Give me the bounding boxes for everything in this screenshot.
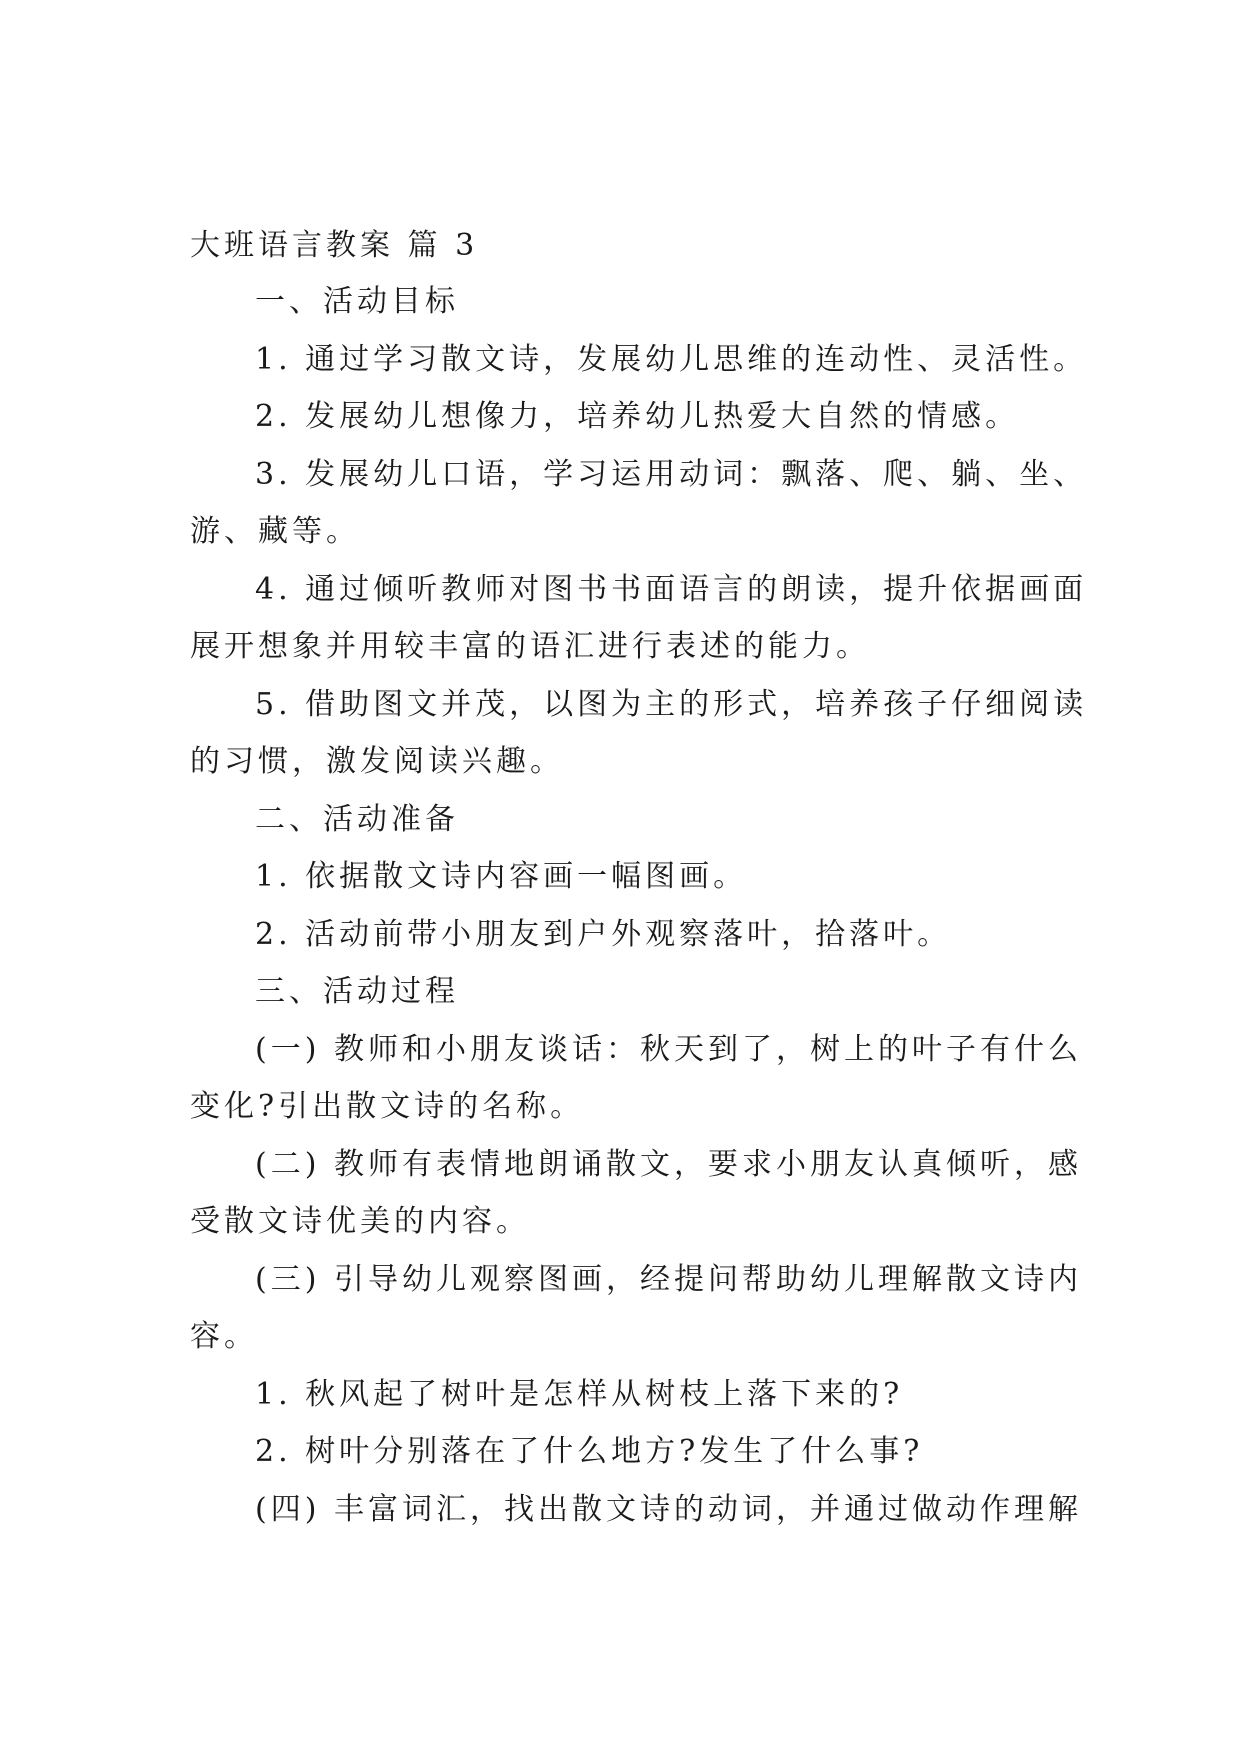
paragraph-line: 的习惯，激发阅读兴趣。 xyxy=(190,744,564,779)
paragraph-line: 2. 活动前带小朋友到户外观察落叶，拾落叶。 xyxy=(255,917,952,952)
paragraph-line: (三) 引导幼儿观察图画，经提问帮助幼儿理解散文诗内 xyxy=(255,1262,1082,1297)
paragraph-line: (四) 丰富词汇，找出散文诗的动词，并通过做动作理解 xyxy=(255,1492,1082,1527)
paragraph-line: 1. 秋风起了树叶是怎样从树枝上落下来的? xyxy=(255,1377,904,1412)
paragraph-line: 1. 通过学习散文诗，发展幼儿思维的连动性、灵活性。 xyxy=(255,342,1088,377)
section-heading: 二、活动准备 xyxy=(255,802,459,837)
paragraph-line: 2. 树叶分别落在了什么地方?发生了什么事? xyxy=(255,1434,924,1469)
section-heading: 三、活动过程 xyxy=(255,974,459,1009)
paragraph-line: 受散文诗优美的内容。 xyxy=(190,1204,530,1239)
section-heading: 一、活动目标 xyxy=(255,284,459,319)
paragraph-line: 5. 借助图文并茂，以图为主的形式，培养孩子仔细阅读 xyxy=(255,687,1088,722)
paragraph-line: 2. 发展幼儿想像力，培养幼儿热爱大自然的情感。 xyxy=(255,399,1020,434)
paragraph-line: 容。 xyxy=(190,1319,258,1354)
paragraph-line: (一) 教师和小朋友谈话：秋天到了，树上的叶子有什么 xyxy=(255,1032,1082,1067)
paragraph-line: 4. 通过倾听教师对图书书面语言的朗读，提升依据画面 xyxy=(255,572,1088,607)
paragraph-line: 3. 发展幼儿口语，学习运用动词：飘落、爬、躺、坐、 xyxy=(255,457,1088,492)
paragraph-line: 展开想象并用较丰富的语汇进行表述的能力。 xyxy=(190,629,870,664)
paragraph-line: 游、藏等。 xyxy=(190,514,360,549)
paragraph-line: 1. 依据散文诗内容画一幅图画。 xyxy=(255,859,748,894)
paragraph-line: (二) 教师有表情地朗诵散文，要求小朋友认真倾听，感 xyxy=(255,1147,1082,1182)
paragraph-line: 变化?引出散文诗的名称。 xyxy=(190,1089,585,1124)
document-title: 大班语言教案 篇 3 xyxy=(190,228,479,263)
